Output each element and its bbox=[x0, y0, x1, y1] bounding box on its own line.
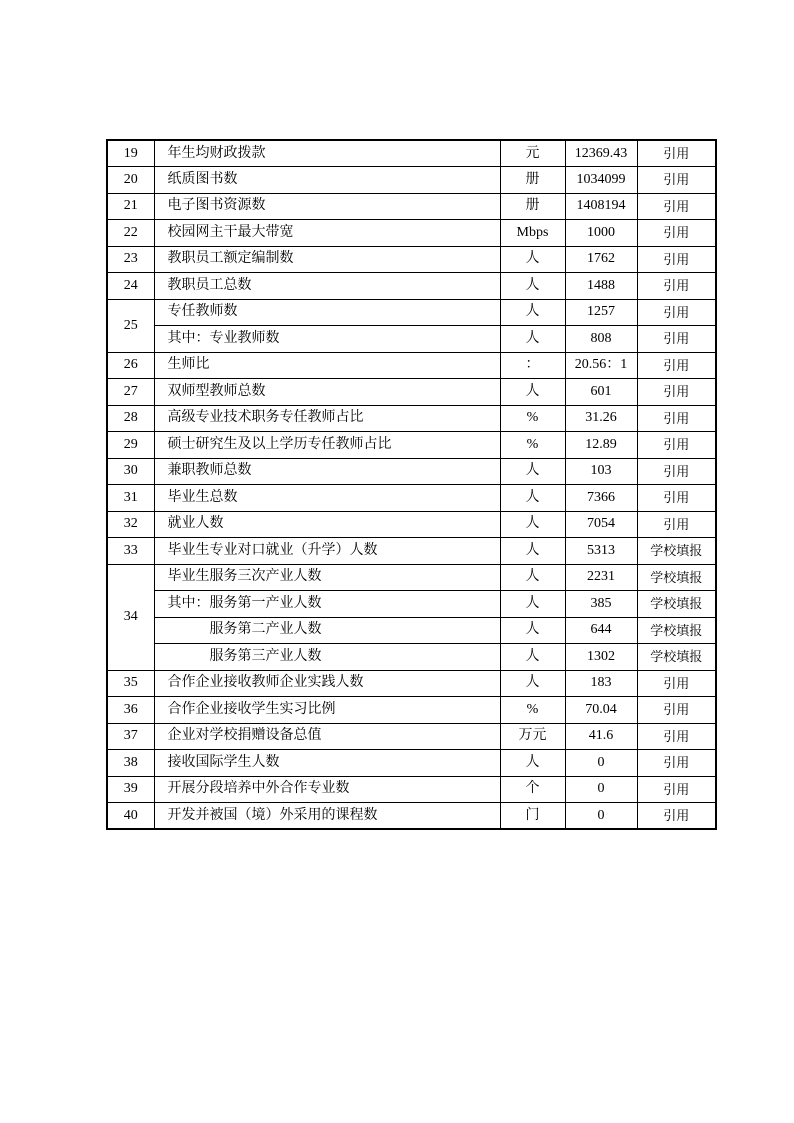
source-cell: 引用 bbox=[637, 193, 716, 220]
value-cell: 183 bbox=[565, 670, 637, 697]
value-cell: 601 bbox=[565, 379, 637, 406]
table-row bbox=[107, 379, 716, 406]
row-number-cell: 21 bbox=[107, 193, 154, 220]
table-row bbox=[107, 697, 716, 724]
value-cell: 1302 bbox=[565, 644, 637, 671]
source-cell: 学校填报 bbox=[637, 564, 716, 591]
value-cell: 385 bbox=[565, 591, 637, 618]
row-number-cell: 28 bbox=[107, 405, 154, 432]
table-row bbox=[107, 458, 716, 485]
indicator-name-cell: 毕业生专业对口就业（升学）人数 bbox=[154, 538, 500, 565]
unit-cell: 册 bbox=[500, 167, 565, 194]
indicator-name-cell: 合作企业接收学生实习比例 bbox=[154, 697, 500, 724]
table-row bbox=[107, 273, 716, 300]
indicator-name-cell: 就业人数 bbox=[154, 511, 500, 538]
row-number-cell: 33 bbox=[107, 538, 154, 565]
unit-cell: 人 bbox=[500, 458, 565, 485]
value-cell: 1257 bbox=[565, 299, 637, 326]
table-row bbox=[107, 591, 716, 618]
unit-cell: 人 bbox=[500, 299, 565, 326]
source-cell: 引用 bbox=[637, 405, 716, 432]
table-row bbox=[107, 167, 716, 194]
unit-cell: 人 bbox=[500, 379, 565, 406]
table-row bbox=[107, 326, 716, 353]
unit-cell: 个 bbox=[500, 776, 565, 803]
indicator-name-cell: 教职员工额定编制数 bbox=[154, 246, 500, 273]
unit-cell: 人 bbox=[500, 750, 565, 777]
row-number-cell: 40 bbox=[107, 803, 154, 830]
source-cell: 学校填报 bbox=[637, 591, 716, 618]
indicator-name-cell: 双师型教师总数 bbox=[154, 379, 500, 406]
indicator-name-cell: 教职员工总数 bbox=[154, 273, 500, 300]
source-cell: 引用 bbox=[637, 220, 716, 247]
table-row bbox=[107, 670, 716, 697]
value-cell: 20.56：1 bbox=[565, 352, 637, 379]
indicator-name-cell: 开展分段培养中外合作专业数 bbox=[154, 776, 500, 803]
row-number-cell: 32 bbox=[107, 511, 154, 538]
value-cell: 7054 bbox=[565, 511, 637, 538]
source-cell: 引用 bbox=[637, 697, 716, 724]
indicator-name-cell: 其中：专业教师数 bbox=[154, 326, 500, 353]
indicator-name-cell: 服务第三产业人数 bbox=[154, 644, 500, 671]
value-cell: 103 bbox=[565, 458, 637, 485]
unit-cell: % bbox=[500, 697, 565, 724]
value-cell: 70.04 bbox=[565, 697, 637, 724]
unit-cell: 人 bbox=[500, 511, 565, 538]
table-row bbox=[107, 776, 716, 803]
row-number-cell: 31 bbox=[107, 485, 154, 512]
unit-cell: ： bbox=[500, 352, 565, 379]
row-number-cell: 39 bbox=[107, 776, 154, 803]
indicator-name-cell: 毕业生总数 bbox=[154, 485, 500, 512]
row-number-cell: 35 bbox=[107, 670, 154, 697]
source-cell: 引用 bbox=[637, 167, 716, 194]
unit-cell: % bbox=[500, 405, 565, 432]
indicator-name-cell: 纸质图书数 bbox=[154, 167, 500, 194]
indicator-name-cell: 其中：服务第一产业人数 bbox=[154, 591, 500, 618]
unit-cell: 册 bbox=[500, 193, 565, 220]
value-cell: 7366 bbox=[565, 485, 637, 512]
indicator-name-cell: 年生均财政拨款 bbox=[154, 140, 500, 167]
unit-cell: 元 bbox=[500, 140, 565, 167]
row-number-cell: 36 bbox=[107, 697, 154, 724]
source-cell: 学校填报 bbox=[637, 644, 716, 671]
table-row bbox=[107, 485, 716, 512]
table-row bbox=[107, 803, 716, 830]
table-row bbox=[107, 246, 716, 273]
source-cell: 引用 bbox=[637, 723, 716, 750]
table-row bbox=[107, 299, 716, 326]
value-cell: 1034099 bbox=[565, 167, 637, 194]
value-cell: 644 bbox=[565, 617, 637, 644]
indicator-name-cell: 专任教师数 bbox=[154, 299, 500, 326]
value-cell: 1408194 bbox=[565, 193, 637, 220]
row-number-cell: 38 bbox=[107, 750, 154, 777]
unit-cell: 万元 bbox=[500, 723, 565, 750]
source-cell: 引用 bbox=[637, 485, 716, 512]
source-cell: 引用 bbox=[637, 670, 716, 697]
unit-cell: 人 bbox=[500, 273, 565, 300]
unit-cell: 人 bbox=[500, 564, 565, 591]
row-number-cell: 26 bbox=[107, 352, 154, 379]
row-number-cell: 22 bbox=[107, 220, 154, 247]
table-row bbox=[107, 405, 716, 432]
indicator-name-cell: 电子图书资源数 bbox=[154, 193, 500, 220]
row-number-cell: 34 bbox=[107, 564, 154, 670]
unit-cell: 人 bbox=[500, 326, 565, 353]
indicator-name-cell: 兼职教师总数 bbox=[154, 458, 500, 485]
source-cell: 学校填报 bbox=[637, 617, 716, 644]
value-cell: 808 bbox=[565, 326, 637, 353]
value-cell: 12.89 bbox=[565, 432, 637, 459]
row-number-cell: 23 bbox=[107, 246, 154, 273]
table-row bbox=[107, 140, 716, 167]
table-row bbox=[107, 617, 716, 644]
value-cell: 2231 bbox=[565, 564, 637, 591]
unit-cell: 人 bbox=[500, 538, 565, 565]
value-cell: 12369.43 bbox=[565, 140, 637, 167]
source-cell: 引用 bbox=[637, 140, 716, 167]
value-cell: 1762 bbox=[565, 246, 637, 273]
row-number-cell: 27 bbox=[107, 379, 154, 406]
unit-cell: 门 bbox=[500, 803, 565, 830]
unit-cell: 人 bbox=[500, 485, 565, 512]
indicator-name-cell: 高级专业技术职务专任教师占比 bbox=[154, 405, 500, 432]
source-cell: 引用 bbox=[637, 803, 716, 830]
row-number-cell: 29 bbox=[107, 432, 154, 459]
source-cell: 引用 bbox=[637, 458, 716, 485]
table-row bbox=[107, 750, 716, 777]
source-cell: 学校填报 bbox=[637, 538, 716, 565]
indicator-name-cell: 合作企业接收教师企业实践人数 bbox=[154, 670, 500, 697]
source-cell: 引用 bbox=[637, 326, 716, 353]
indicator-name-cell: 毕业生服务三次产业人数 bbox=[154, 564, 500, 591]
unit-cell: Mbps bbox=[500, 220, 565, 247]
source-cell: 引用 bbox=[637, 776, 716, 803]
row-number-cell: 25 bbox=[107, 299, 154, 352]
table-row bbox=[107, 432, 716, 459]
row-number-cell: 30 bbox=[107, 458, 154, 485]
source-cell: 引用 bbox=[637, 273, 716, 300]
value-cell: 31.26 bbox=[565, 405, 637, 432]
value-cell: 0 bbox=[565, 776, 637, 803]
row-number-cell: 24 bbox=[107, 273, 154, 300]
table-row bbox=[107, 220, 716, 247]
value-cell: 0 bbox=[565, 803, 637, 830]
indicator-name-cell: 生师比 bbox=[154, 352, 500, 379]
unit-cell: 人 bbox=[500, 591, 565, 618]
table-row bbox=[107, 564, 716, 591]
row-number-cell: 37 bbox=[107, 723, 154, 750]
source-cell: 引用 bbox=[637, 246, 716, 273]
value-cell: 5313 bbox=[565, 538, 637, 565]
unit-cell: 人 bbox=[500, 644, 565, 671]
table-row bbox=[107, 511, 716, 538]
source-cell: 引用 bbox=[637, 750, 716, 777]
value-cell: 0 bbox=[565, 750, 637, 777]
source-cell: 引用 bbox=[637, 511, 716, 538]
value-cell: 41.6 bbox=[565, 723, 637, 750]
row-number-cell: 19 bbox=[107, 140, 154, 167]
source-cell: 引用 bbox=[637, 352, 716, 379]
table-row bbox=[107, 644, 716, 671]
table-row bbox=[107, 538, 716, 565]
source-cell: 引用 bbox=[637, 299, 716, 326]
source-cell: 引用 bbox=[637, 379, 716, 406]
indicator-name-cell: 接收国际学生人数 bbox=[154, 750, 500, 777]
unit-cell: % bbox=[500, 432, 565, 459]
row-number-cell: 20 bbox=[107, 167, 154, 194]
indicator-table bbox=[106, 139, 717, 830]
indicator-table-body bbox=[107, 140, 716, 829]
table-row bbox=[107, 193, 716, 220]
unit-cell: 人 bbox=[500, 246, 565, 273]
indicator-name-cell: 服务第二产业人数 bbox=[154, 617, 500, 644]
indicator-name-cell: 校园网主干最大带宽 bbox=[154, 220, 500, 247]
table-row bbox=[107, 723, 716, 750]
source-cell: 引用 bbox=[637, 432, 716, 459]
unit-cell: 人 bbox=[500, 670, 565, 697]
unit-cell: 人 bbox=[500, 617, 565, 644]
indicator-name-cell: 企业对学校捐赠设备总值 bbox=[154, 723, 500, 750]
value-cell: 1488 bbox=[565, 273, 637, 300]
indicator-name-cell: 硕士研究生及以上学历专任教师占比 bbox=[154, 432, 500, 459]
table-row bbox=[107, 352, 716, 379]
value-cell: 1000 bbox=[565, 220, 637, 247]
indicator-name-cell: 开发并被国（境）外采用的课程数 bbox=[154, 803, 500, 830]
